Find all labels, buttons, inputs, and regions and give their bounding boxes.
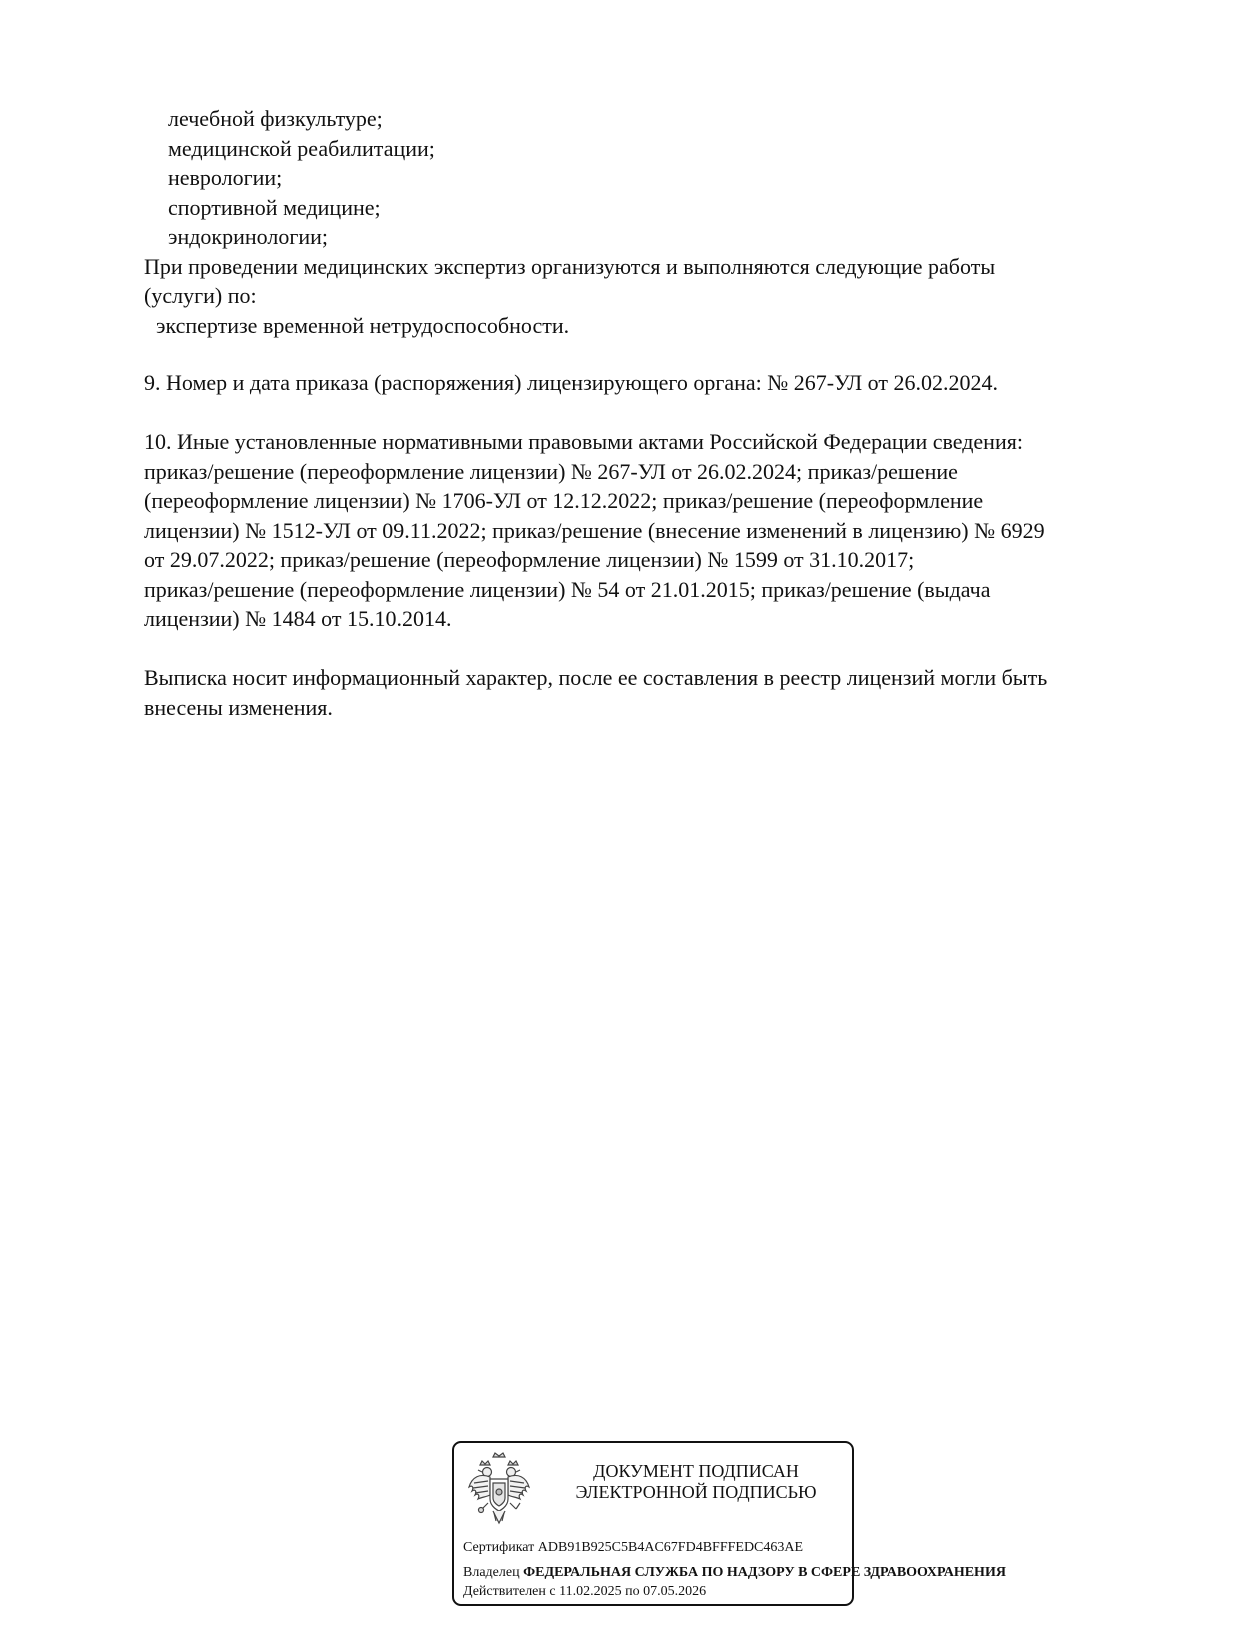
list-item: неврологии; (168, 165, 283, 190)
list-item: спортивной медицине; (168, 194, 381, 220)
stamp-title-line: ЭЛЕКТРОННОЙ ПОДПИСЬЮ (575, 1482, 817, 1502)
disclaimer-note (144, 663, 1154, 722)
stamp-title (550, 1461, 842, 1503)
list-item: лечебной физкультуре; (168, 106, 383, 131)
licensed-activities-list (144, 104, 1154, 340)
other-info-line: от 29.07.2022; приказ/решение (переоформление лицензии) № 1599 от 31.10.2017; (144, 547, 915, 572)
owner-value: ФЕДЕРАЛЬНАЯ СЛУЖБА ПО НАДЗОРУ В СФЕРЕ ЗДРАВООХРАНЕНИЯ (523, 1565, 1006, 1580)
list-item: эндокринологии; (168, 224, 329, 249)
certificate-line (463, 1540, 803, 1556)
certificate-value: ADB91B925C5B4AC67FD4BFFFEDC463AE (537, 1540, 804, 1555)
other-info-line: (переоформление лицензии) № 1706-УЛ от 12.12.2022; приказ/решение (переоформление (144, 488, 984, 513)
validity-line: Действителен с 11.02.2025 по 07.05.2026 (463, 1584, 707, 1599)
certificate-label: Сертификат (463, 1540, 535, 1555)
other-info-section (144, 427, 1154, 634)
owner-label: Владелец (463, 1565, 520, 1580)
russian-coat-of-arms-icon (466, 1451, 532, 1531)
other-info-line: приказ/решение (переоформление лицензии) № 54 от 21.01.2015; приказ/решение (выдача (144, 576, 991, 602)
other-info-line: лицензии) № 1484 от 15.10.2014. (144, 606, 452, 631)
expertise-intro-line: (услуги) по: (144, 283, 257, 308)
order-number-section (144, 368, 1154, 398)
note-line: внесены изменения. (144, 694, 333, 720)
electronic-signature-stamp (452, 1441, 1006, 1606)
stamp-title-line: ДОКУМЕНТ ПОДПИСАН (593, 1461, 799, 1481)
note-line: Выписка носит информационный характер, после ее составления в реестр лицензий могли быть (144, 665, 1048, 690)
owner-line (463, 1565, 1006, 1581)
expertise-item: экспертизе временной нетрудоспособности. (156, 312, 570, 338)
other-info-line: приказ/решение (переоформление лицензии) № 267-УЛ от 26.02.2024; приказ/решение (144, 458, 958, 484)
order-number-line: 9. Номер и дата приказа (распоряжения) лицензирующего органа: № 267-УЛ от 26.02.2024. (144, 370, 998, 395)
other-info-line: лицензии) № 1512-УЛ от 09.11.2022; приказ/решение (внесение изменений в лицензию) № 6929 (144, 517, 1045, 543)
expertise-intro-line: При проведении медицинских экспертиз организуются и выполняются следующие работы (144, 253, 996, 279)
other-info-line: 10. Иные установленные нормативными правовыми актами Российской Федерации сведения: (144, 429, 1023, 454)
list-item: медицинской реабилитации; (168, 135, 435, 161)
